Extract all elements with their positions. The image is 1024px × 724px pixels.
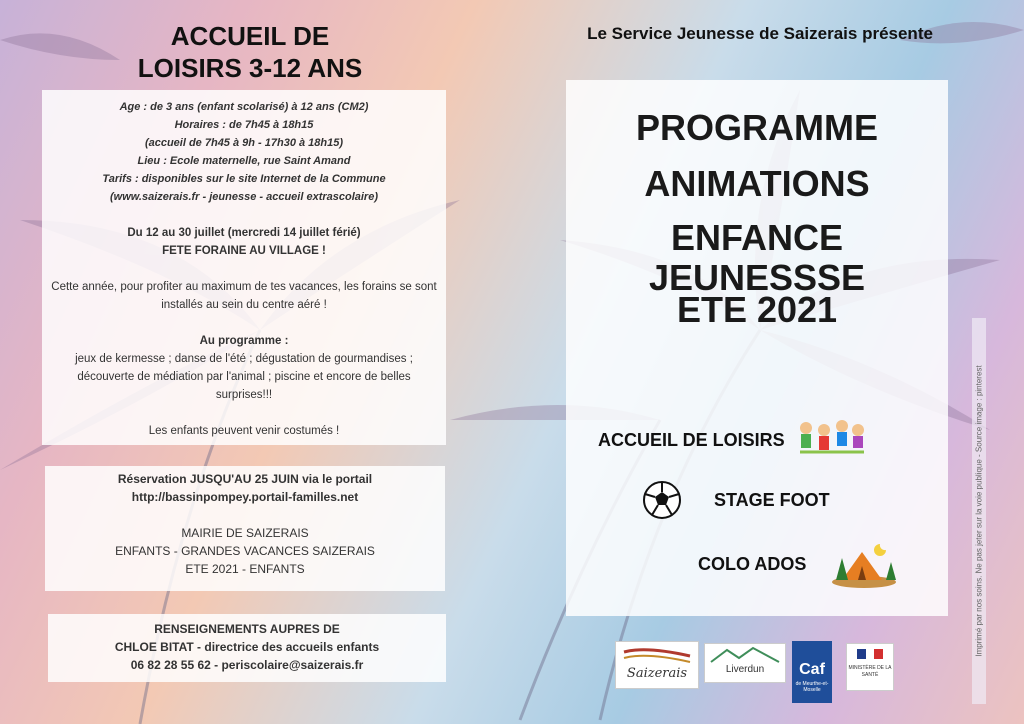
- caf-logo-subtext: de Meurthe-et-Moselle: [795, 681, 829, 693]
- activity-colo: COLO ADOS: [698, 554, 807, 574]
- programme-text: jeux de kermesse ; danse de l'été ; dégustation de gourmandises ; découverte de médiation par l'animal ; piscine et encore de belles surprises!!!: [75, 353, 413, 401]
- activity-accueil: ACCUEIL DE LOISIRS: [598, 430, 785, 450]
- horaires-text: Horaires : de 7h45 à 18h15: [174, 119, 314, 131]
- costume-text: Les enfants peuvent venir costumés !: [148, 425, 340, 437]
- liverdun-logo-text: Liverdun: [725, 664, 765, 675]
- contact-panel: [48, 614, 446, 682]
- left-title: [120, 20, 380, 84]
- enfants-text: ENFANTS - GRANDES VACANCES SAIZERAIS: [115, 544, 375, 558]
- caf-logo: [792, 641, 832, 703]
- left-title-line1: ACCUEIL DE: [170, 21, 330, 51]
- saizerais-logo: [615, 641, 699, 689]
- program-title-line3: ENFANCE JEUNESSSE: [648, 217, 866, 298]
- intro-text: Cette année, pour profiter au maximum de tes vacances, les forains se sont installés au sein du centre aéré !: [51, 281, 437, 311]
- credit-text: Imprimé par nos soins. Ne pas jeter sur la voie publique - Source image : pinterest: [974, 365, 984, 657]
- contact-details: 06 82 28 55 62 - periscolaire@saizerais.fr: [130, 658, 364, 672]
- caf-logo-text: Caf: [799, 661, 825, 678]
- liverdun-logo: [704, 643, 786, 683]
- reservation-panel: [45, 466, 445, 591]
- info-panel: [42, 90, 446, 445]
- contact-name: CHLOE BITAT - directrice des accueils enfants: [114, 640, 380, 654]
- age-text: Age : de 3 ans (enfant scolarisé) à 12 ans (CM2): [119, 101, 369, 113]
- portal-link[interactable]: http://bassinpompey.portail-familles.net: [131, 490, 359, 504]
- ministere-logo: [846, 643, 894, 691]
- contact-heading: RENSEIGNEMENTS AUPRES DE: [154, 622, 340, 636]
- kids-icon: [796, 418, 868, 460]
- left-title-line2: LOISIRS 3-12 ANS: [137, 53, 363, 83]
- program-title-line2: ANIMATIONS: [644, 163, 870, 204]
- tent-campfire-icon: [828, 536, 900, 590]
- fete-text: FETE FORAINE AU VILLAGE !: [162, 245, 326, 257]
- dates-text: Du 12 au 30 juillet (mercredi 14 juillet férié): [127, 227, 361, 239]
- soccer-ball-icon: [642, 480, 682, 520]
- activity-foot: STAGE FOOT: [714, 490, 830, 510]
- ministere-logo-text: MINISTÈRE DE LA SANTÉ: [848, 665, 892, 678]
- programme-heading: Au programme :: [199, 335, 289, 347]
- saizerais-logo-text: Saizerais: [626, 666, 688, 681]
- reservation-line: Réservation JUSQU'AU 25 JUIN via le portail: [117, 472, 373, 486]
- site-text: (www.saizerais.fr - jeunesse - accueil extrascolaire): [110, 191, 378, 203]
- program-panel: [566, 80, 948, 616]
- ete-text: ETE 2021 - ENFANTS: [185, 562, 305, 576]
- tarifs-text: Tarifs : disponibles sur le site Internet de la Commune: [102, 173, 386, 185]
- program-title-line1: PROGRAMME: [636, 107, 878, 148]
- accueil-hours-text: (accueil de 7h45 à 9h - 17h30 à 18h15): [144, 137, 344, 149]
- program-title-year: ETE 2021: [676, 289, 838, 330]
- presents-text: Le Service Jeunesse de Saizerais présente: [587, 24, 933, 43]
- credit-strip: [972, 318, 986, 704]
- lieu-text: Lieu : Ecole maternelle, rue Saint Amand: [137, 155, 351, 167]
- mairie-text: MAIRIE DE SAIZERAIS: [181, 526, 309, 540]
